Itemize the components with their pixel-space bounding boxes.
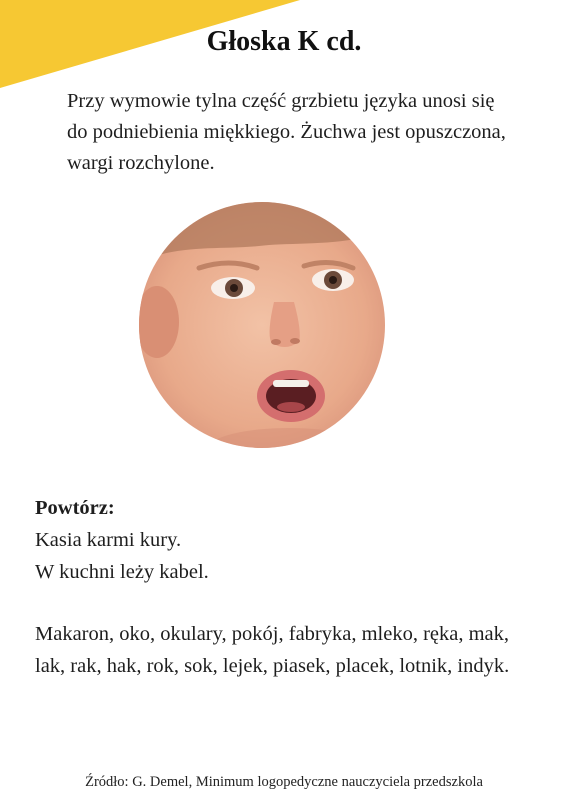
source-citation: Źródło: G. Demel, Minimum logopedyczne nauczyciela przedszkola <box>85 774 483 790</box>
child-face-photo <box>139 202 385 448</box>
child-face-photo-icon <box>139 202 385 448</box>
repeat-section <box>35 492 535 588</box>
repeat-heading: Powtórz: <box>35 497 115 519</box>
word-list: Makaron, oko, okulary, pokój, fabryka, mleko, ręka, mak, lak, rak, hak, rok, sok, lejek, piasek, placek, lotnik, indyk. <box>35 623 510 677</box>
repeat-sentence-2: W kuchni leży kabel. <box>35 561 209 583</box>
repeat-sentence-1: Kasia karmi kury. <box>35 529 182 551</box>
page-title: Głoska K cd. <box>206 26 362 57</box>
intro-paragraph: Przy wymowie tylna część grzbietu języka unosi się do podniebienia miękkiego. Żuchwa jest opuszczona, wargi rozchylone. <box>67 90 506 174</box>
